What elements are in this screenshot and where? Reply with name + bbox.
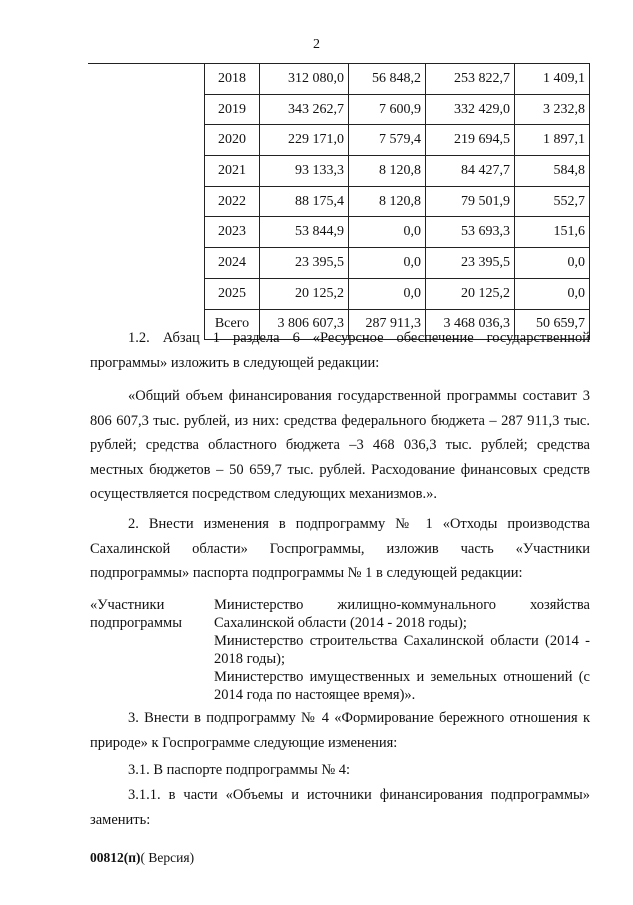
regional-cell: 23 395,5 (426, 248, 515, 279)
paragraph-3: 3. Внести в подпрограмму № 4 «Формирование бережного отношения к природе» к Госпрограмме следующие изменения: (90, 710, 590, 751)
regional-cell: 53 693,3 (426, 217, 515, 248)
financing-table (204, 63, 590, 340)
local-cell: 151,6 (515, 217, 590, 248)
participants-list (214, 596, 590, 704)
local-cell: 3 232,8 (515, 94, 590, 125)
total-cell: 312 080,0 (260, 64, 349, 95)
year-cell: 2025 (205, 278, 260, 309)
regional-cell: 253 822,7 (426, 64, 515, 95)
total-cell: 20 125,2 (260, 278, 349, 309)
year-cell: 2023 (205, 217, 260, 248)
local-cell: 1 897,1 (515, 125, 590, 156)
total-cell: 93 133,3 (260, 156, 349, 187)
federal-cell: 0,0 (349, 248, 426, 279)
year-cell: 2021 (205, 156, 260, 187)
local-cell: 50 659,7 (515, 309, 590, 340)
participants-label: «Участники подпрограммы (90, 597, 182, 631)
total-cell: 3 806 607,3 (260, 309, 349, 340)
year-cell: 2024 (205, 248, 260, 279)
year-cell: 2022 (205, 186, 260, 217)
federal-cell: 8 120,8 (349, 156, 426, 187)
document-version: ( Версия) (140, 850, 195, 865)
year-cell: Всего (205, 309, 260, 340)
footer (90, 850, 194, 866)
paragraph-1-2: 1.2. Абзац 1 раздела 6 «Ресурсное обеспечение государственной программы» изложить в следующей редакции: (90, 330, 590, 371)
total-cell: 343 262,7 (260, 94, 349, 125)
federal-cell: 287 911,3 (349, 309, 426, 340)
paragraph-3-1-1: 3.1.1. в части «Объемы и источники финансирования подпрограммы» заменить: (90, 787, 590, 828)
total-cell: 229 171,0 (260, 125, 349, 156)
total-cell: 53 844,9 (260, 217, 349, 248)
regional-cell: 20 125,2 (426, 278, 515, 309)
federal-cell: 7 600,9 (349, 94, 426, 125)
participant-item: Министерство имущественных и земельных отношений (с 2014 года по настоящее время)». (214, 669, 590, 703)
local-cell: 584,8 (515, 156, 590, 187)
table-row (205, 125, 590, 156)
local-cell: 1 409,1 (515, 64, 590, 95)
federal-cell: 8 120,8 (349, 186, 426, 217)
table-row (205, 94, 590, 125)
table-row (205, 186, 590, 217)
regional-cell: 332 429,0 (426, 94, 515, 125)
table-left-rule (88, 63, 204, 64)
paragraph-3-1: 3.1. В паспорте подпрограммы № 4: (128, 762, 351, 778)
document-code: 00812(п) (90, 850, 141, 865)
table-row (205, 278, 590, 309)
federal-cell: 0,0 (349, 278, 426, 309)
regional-cell: 219 694,5 (426, 125, 515, 156)
table-row (205, 64, 590, 95)
table-row (205, 248, 590, 279)
regional-cell: 79 501,9 (426, 186, 515, 217)
local-cell: 552,7 (515, 186, 590, 217)
total-cell: 88 175,4 (260, 186, 349, 217)
year-cell: 2020 (205, 125, 260, 156)
regional-cell: 3 468 036,3 (426, 309, 515, 340)
page-number: 2 (313, 37, 320, 52)
paragraph-quote-financing: «Общий объем финансирования государственной программы составит 3 806 607,3 тыс. рублей, из них: средства федерального бюджета – 287 911,3 тыс. рублей; средства областного бюджета –3 468 036,3 тыс. рублей; средства местных бюджетов – 50 659,7 тыс. рублей. Расходование финансовых средств осуществляется посредством следующих механизмов.». (90, 388, 590, 502)
year-cell: 2018 (205, 64, 260, 95)
local-cell: 0,0 (515, 248, 590, 279)
total-cell: 23 395,5 (260, 248, 349, 279)
year-cell: 2019 (205, 94, 260, 125)
regional-cell: 84 427,7 (426, 156, 515, 187)
paragraph-2: 2. Внести изменения в подпрограмму № 1 «Отходы производства Сахалинской области» Госпрограммы, изложив часть «Участники подпрограммы» паспорта подпрограммы № 1 в следующей редакции: (90, 516, 590, 581)
table-row (205, 156, 590, 187)
participant-item: Министерство строительства Сахалинской области (2014 - 2018 годы); (214, 633, 590, 667)
local-cell: 0,0 (515, 278, 590, 309)
federal-cell: 56 848,2 (349, 64, 426, 95)
participant-item: Министерство жилищно-коммунального хозяйства Сахалинской области (2014 - 2018 годы); (214, 597, 590, 631)
federal-cell: 7 579,4 (349, 125, 426, 156)
federal-cell: 0,0 (349, 217, 426, 248)
table-row (205, 217, 590, 248)
